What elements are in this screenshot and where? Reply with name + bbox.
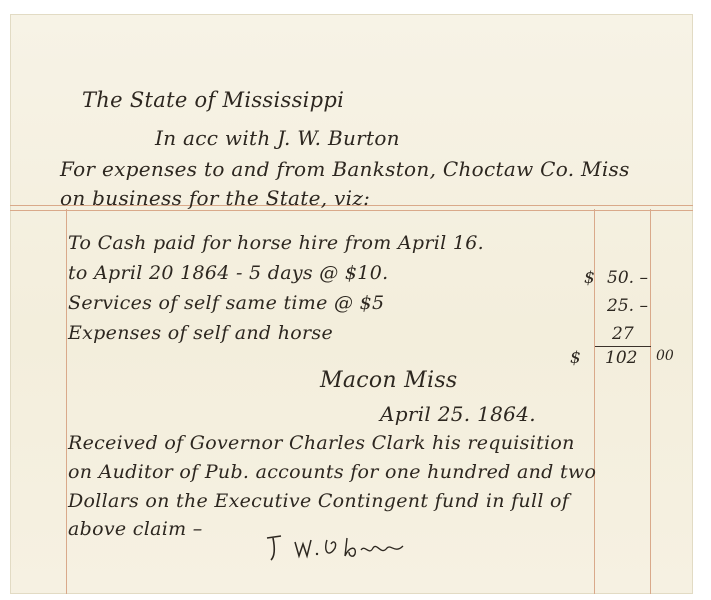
item-line-4: Expenses of self and horse <box>68 322 333 344</box>
left-margin-rule <box>66 209 67 594</box>
receipt-line-4: above claim – <box>68 518 203 540</box>
paper-sheet <box>10 14 693 594</box>
amount-1: 50. – <box>607 268 648 288</box>
date: April 25. 1864. <box>380 402 536 426</box>
amount-column-rule-right <box>650 209 651 594</box>
receipt-line-3: Dollars on the Executive Contingent fund in full of <box>68 490 570 512</box>
currency-mark-2: $ <box>570 348 581 368</box>
place: Macon Miss <box>320 368 458 393</box>
header-line-4: on business for the State, viz: <box>60 186 371 210</box>
item-line-2: to April 20 1864 - 5 days @ $10. <box>68 262 389 284</box>
header-line-1: The State of Mississippi <box>82 88 345 112</box>
receipt-line-1: Received of Governor Charles Clark his requisition <box>68 432 575 454</box>
header-line-3: For expenses to and from Bankston, Choctaw Co. Miss <box>60 157 630 181</box>
item-line-1: To Cash paid for horse hire from April 16. <box>68 232 484 254</box>
currency-mark-1: $ <box>584 268 595 288</box>
amount-2: 25. – <box>607 296 648 316</box>
sum-underline <box>595 346 651 347</box>
amount-3: 27 <box>612 324 634 344</box>
total-dollars: 102 <box>605 348 638 368</box>
amount-column-rule-left <box>594 209 595 594</box>
receipt-line-2: on Auditor of Pub. accounts for one hundred and two <box>68 461 597 483</box>
header-rule-bottom <box>10 210 693 211</box>
signature <box>265 530 415 566</box>
header-line-2: In acc with J. W. Burton <box>155 126 400 150</box>
total-cents: 00 <box>656 348 674 364</box>
item-line-3: Services of self same time @ $5 <box>68 292 385 314</box>
